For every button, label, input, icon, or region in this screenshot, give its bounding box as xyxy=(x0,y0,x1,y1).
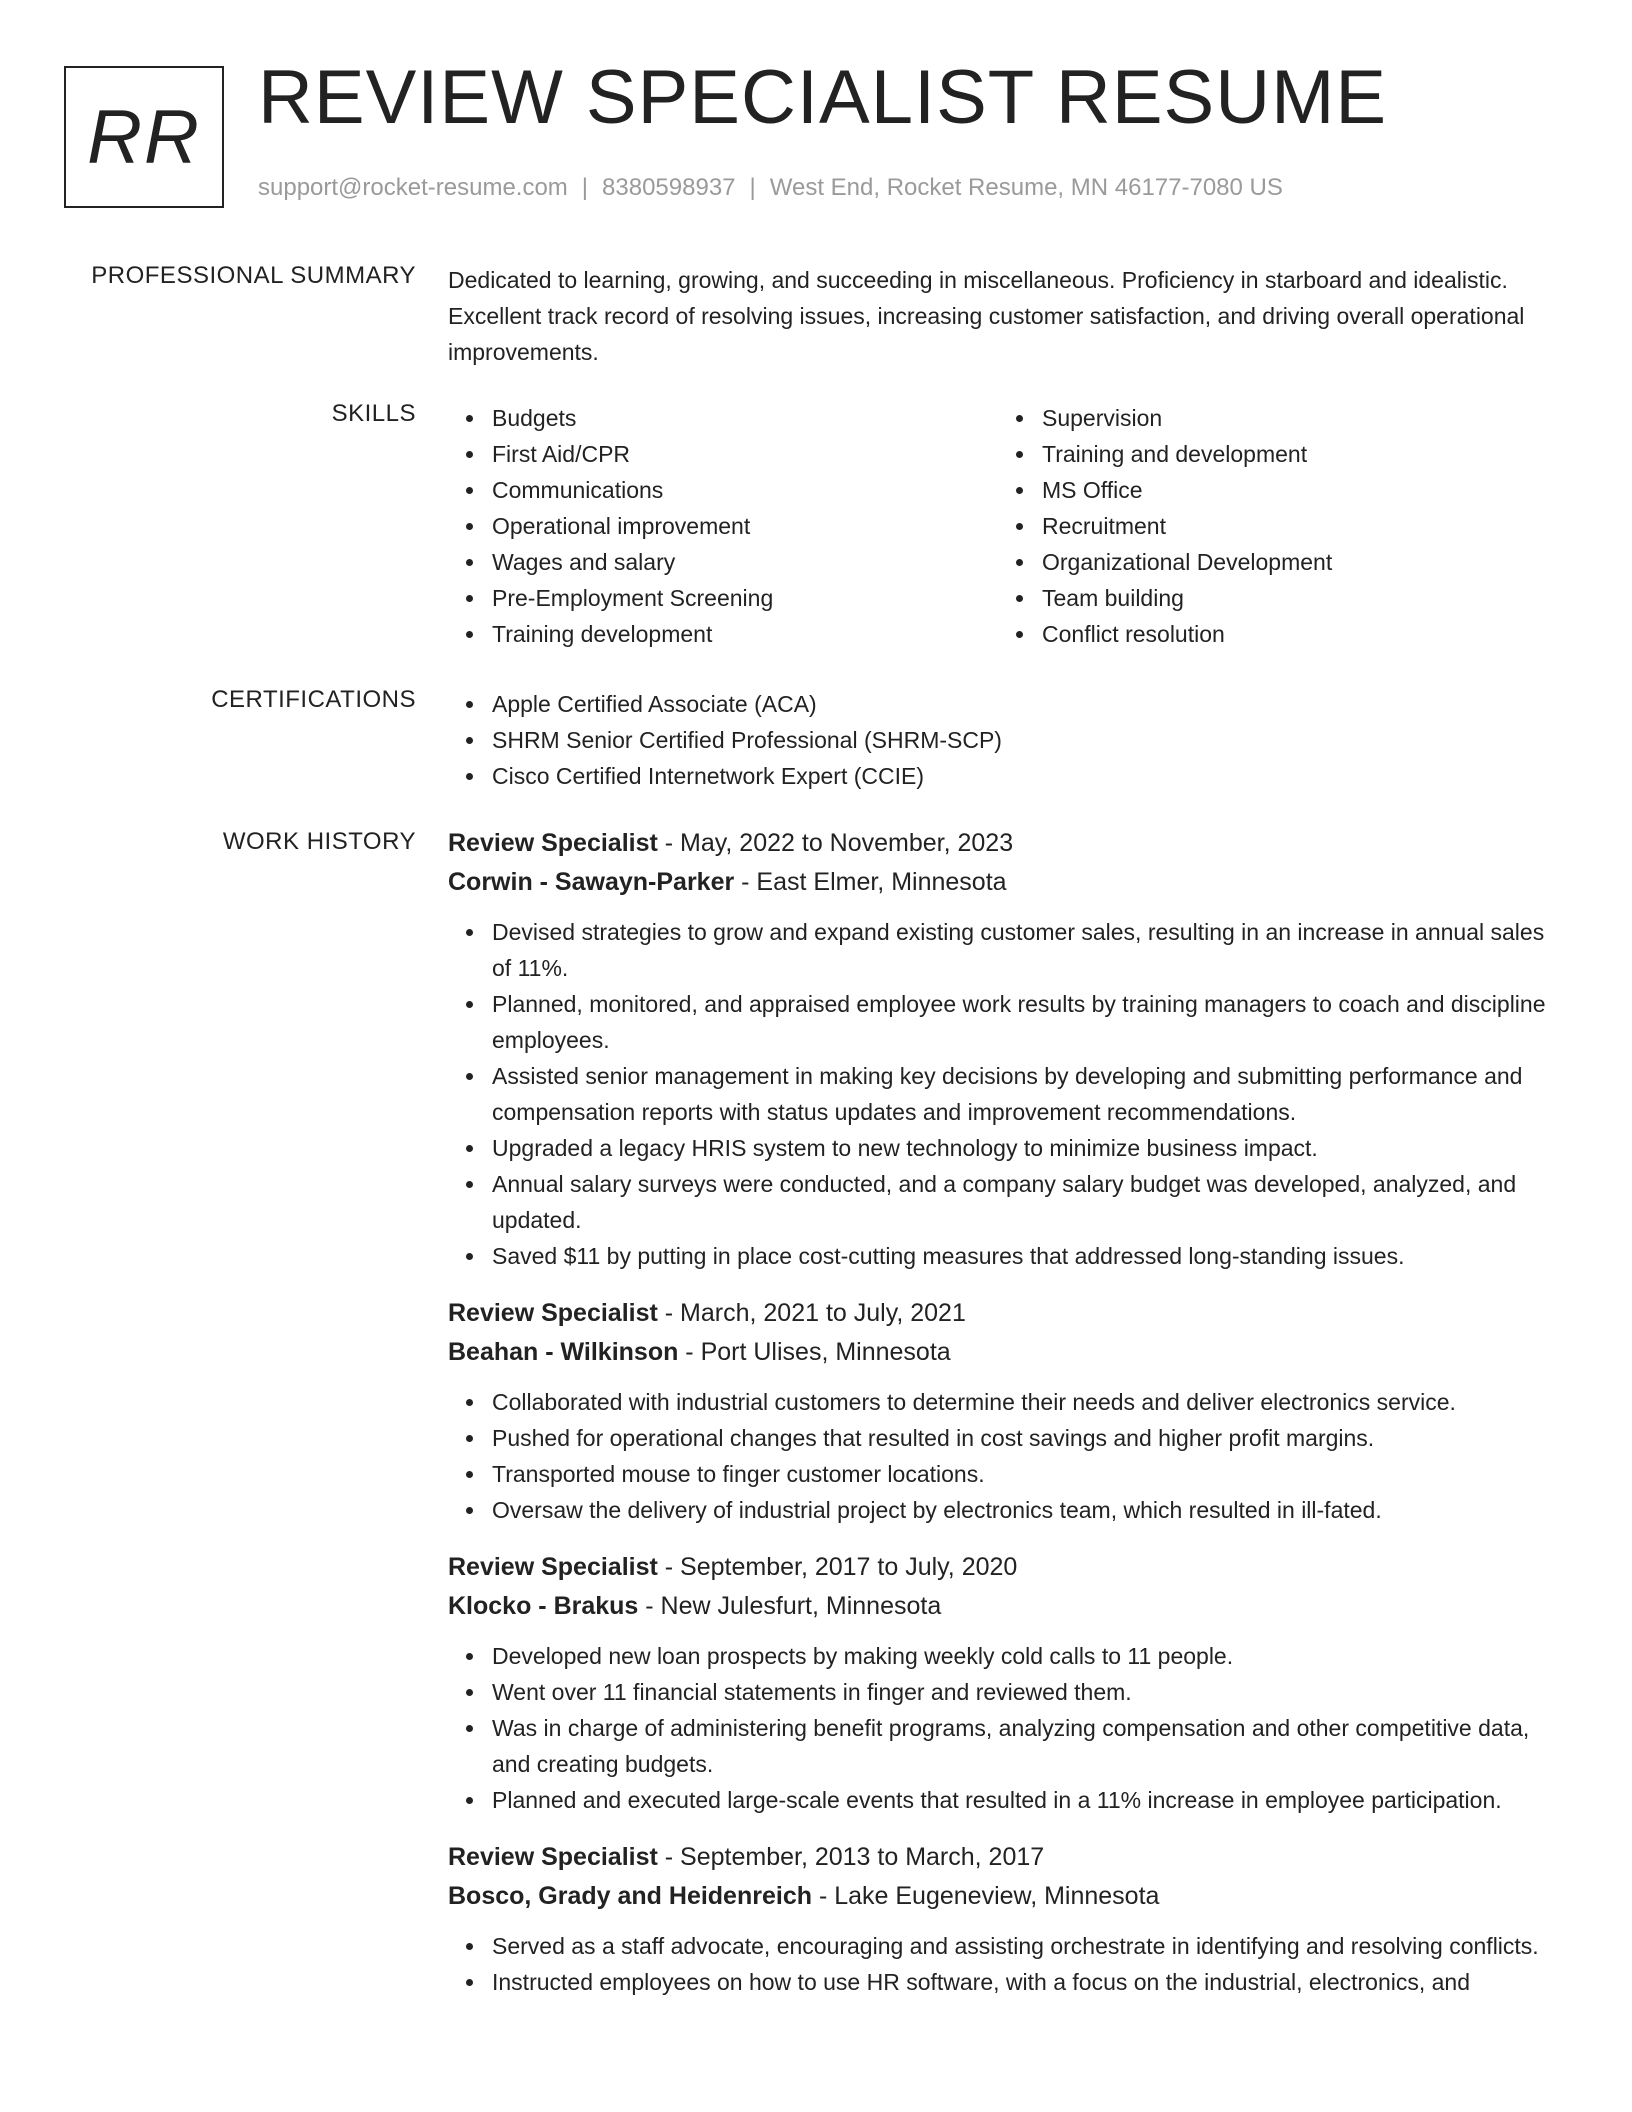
job-duty-item: Saved $11 by putting in place cost-cutting measures that addressed long-standing issues. xyxy=(492,1238,1568,1274)
certification-item: Apple Certified Associate (ACA) xyxy=(492,686,1568,722)
job-duty-item: Instructed employees on how to use HR software, with a focus on the industrial, electronics, and xyxy=(492,1964,1568,2000)
skill-item: Recruitment xyxy=(1042,508,1548,544)
job-location: - Lake Eugeneview, Minnesota xyxy=(812,1882,1160,1910)
job-entry xyxy=(448,824,1568,1274)
skills-list xyxy=(998,400,1548,652)
contact-separator: | xyxy=(749,174,756,201)
summary-body xyxy=(448,262,1568,370)
job-dates: - September, 2017 to July, 2020 xyxy=(657,1553,1018,1581)
job-duties-list xyxy=(448,914,1568,1274)
job-duty-item: Was in charge of administering benefit programs, analyzing compensation and other competitive data, and creating budgets. xyxy=(492,1710,1568,1782)
skill-item: Wages and salary xyxy=(492,544,998,580)
job-duty-item: Oversaw the delivery of industrial project by electronics team, which resulted in ill-fated. xyxy=(492,1492,1568,1528)
skill-item: Operational improvement xyxy=(492,508,998,544)
skill-item: Organizational Development xyxy=(1042,544,1548,580)
job-dates: - September, 2013 to March, 2017 xyxy=(657,1843,1045,1871)
job-company: Beahan - Wilkinson xyxy=(448,1338,679,1366)
job-title: Review Specialist xyxy=(448,1553,658,1581)
job-company: Corwin - Sawayn-Parker xyxy=(448,868,735,896)
monogram-box xyxy=(64,66,224,208)
job-location: - Port Ulises, Minnesota xyxy=(678,1338,951,1366)
job-company-line xyxy=(448,1333,1568,1372)
skill-item: First Aid/CPR xyxy=(492,436,998,472)
job-location: - East Elmer, Minnesota xyxy=(734,868,1007,896)
job-title-line xyxy=(448,1294,1568,1333)
job-entry xyxy=(448,1548,1568,1818)
skills-column-2 xyxy=(998,400,1548,652)
monogram-initials: RR xyxy=(87,94,201,180)
certifications-list xyxy=(448,686,1568,794)
skills-list xyxy=(448,400,998,652)
job-duty-item: Annual salary surveys were conducted, and a company salary budget was developed, analyzed, and updated. xyxy=(492,1166,1568,1238)
job-company: Bosco, Grady and Heidenreich xyxy=(448,1882,812,1910)
certification-item: Cisco Certified Internetwork Expert (CCIE) xyxy=(492,758,1568,794)
job-title-line xyxy=(448,1548,1568,1587)
job-title: Review Specialist xyxy=(448,829,658,857)
contact-phone: 8380598937 xyxy=(602,174,736,201)
skill-item: Budgets xyxy=(492,400,998,436)
job-duty-item: Collaborated with industrial customers to determine their needs and deliver electronics service. xyxy=(492,1384,1568,1420)
job-duty-item: Pushed for operational changes that resulted in cost savings and higher profit margins. xyxy=(492,1420,1568,1456)
contact-address: West End, Rocket Resume, MN 46177-7080 US xyxy=(769,174,1283,201)
skill-item: Communications xyxy=(492,472,998,508)
job-duty-item: Assisted senior management in making key decisions by developing and submitting performance and compensation reports with status updates and improvement recommendations. xyxy=(492,1058,1568,1130)
section-label-certifications: CERTIFICATIONS xyxy=(211,686,416,713)
skill-item: Team building xyxy=(1042,580,1548,616)
job-duty-item: Upgraded a legacy HRIS system to new technology to minimize business impact. xyxy=(492,1130,1568,1166)
job-title: Review Specialist xyxy=(448,1843,658,1871)
summary-text: Dedicated to learning, growing, and succeeding in miscellaneous. Proficiency in starboard and idealistic. Excellent track record of resolving issues, increasing customer satisfaction, and driving overall operational improvements. xyxy=(448,267,1525,365)
skills-column-1 xyxy=(448,400,998,652)
job-title-line xyxy=(448,824,1568,863)
contact-line xyxy=(258,174,1283,202)
job-duty-item: Went over 11 financial statements in finger and reviewed them. xyxy=(492,1674,1568,1710)
job-entry xyxy=(448,1294,1568,1528)
job-entry xyxy=(448,1838,1568,2000)
work-history-body xyxy=(448,824,1568,2020)
skill-item: Conflict resolution xyxy=(1042,616,1548,652)
job-duty-item: Planned and executed large-scale events that resulted in a 11% increase in employee participation. xyxy=(492,1782,1568,1818)
job-duties-list xyxy=(448,1384,1568,1528)
job-duty-item: Developed new loan prospects by making weekly cold calls to 11 people. xyxy=(492,1638,1568,1674)
contact-separator: | xyxy=(581,174,589,201)
job-duty-item: Devised strategies to grow and expand existing customer sales, resulting in an increase in annual sales of 11%. xyxy=(492,914,1568,986)
skill-item: Pre-Employment Screening xyxy=(492,580,998,616)
certification-item: SHRM Senior Certified Professional (SHRM-SCP) xyxy=(492,722,1568,758)
skill-item: MS Office xyxy=(1042,472,1548,508)
resume-title: REVIEW SPECIALIST RESUME xyxy=(258,55,1388,140)
job-company: Klocko - Brakus xyxy=(448,1592,639,1620)
job-dates: - May, 2022 to November, 2023 xyxy=(657,829,1014,857)
job-duty-item: Planned, monitored, and appraised employee work results by training managers to coach and discipline employees. xyxy=(492,986,1568,1058)
skill-item: Supervision xyxy=(1042,400,1548,436)
certifications-body xyxy=(448,686,1568,794)
job-duties-list xyxy=(448,1928,1568,2000)
job-dates: - March, 2021 to July, 2021 xyxy=(657,1299,966,1327)
skill-item: Training development xyxy=(492,616,998,652)
job-title-line xyxy=(448,1838,1568,1877)
job-company-line xyxy=(448,1587,1568,1626)
job-location: - New Julesfurt, Minnesota xyxy=(638,1592,942,1620)
skill-item: Training and development xyxy=(1042,436,1548,472)
skills-grid xyxy=(448,400,1568,652)
job-duties-list xyxy=(448,1638,1568,1818)
job-duty-item: Served as a staff advocate, encouraging and assisting orchestrate in identifying and resolving conflicts. xyxy=(492,1928,1568,1964)
section-label-skills: SKILLS xyxy=(331,400,416,427)
job-title: Review Specialist xyxy=(448,1299,658,1327)
job-duty-item: Transported mouse to finger customer locations. xyxy=(492,1456,1568,1492)
job-company-line xyxy=(448,863,1568,902)
section-label-work-history: WORK HISTORY xyxy=(222,828,416,855)
section-label-summary: PROFESSIONAL SUMMARY xyxy=(91,262,416,289)
contact-email: support@rocket-resume.com xyxy=(258,174,568,201)
job-company-line xyxy=(448,1877,1568,1916)
